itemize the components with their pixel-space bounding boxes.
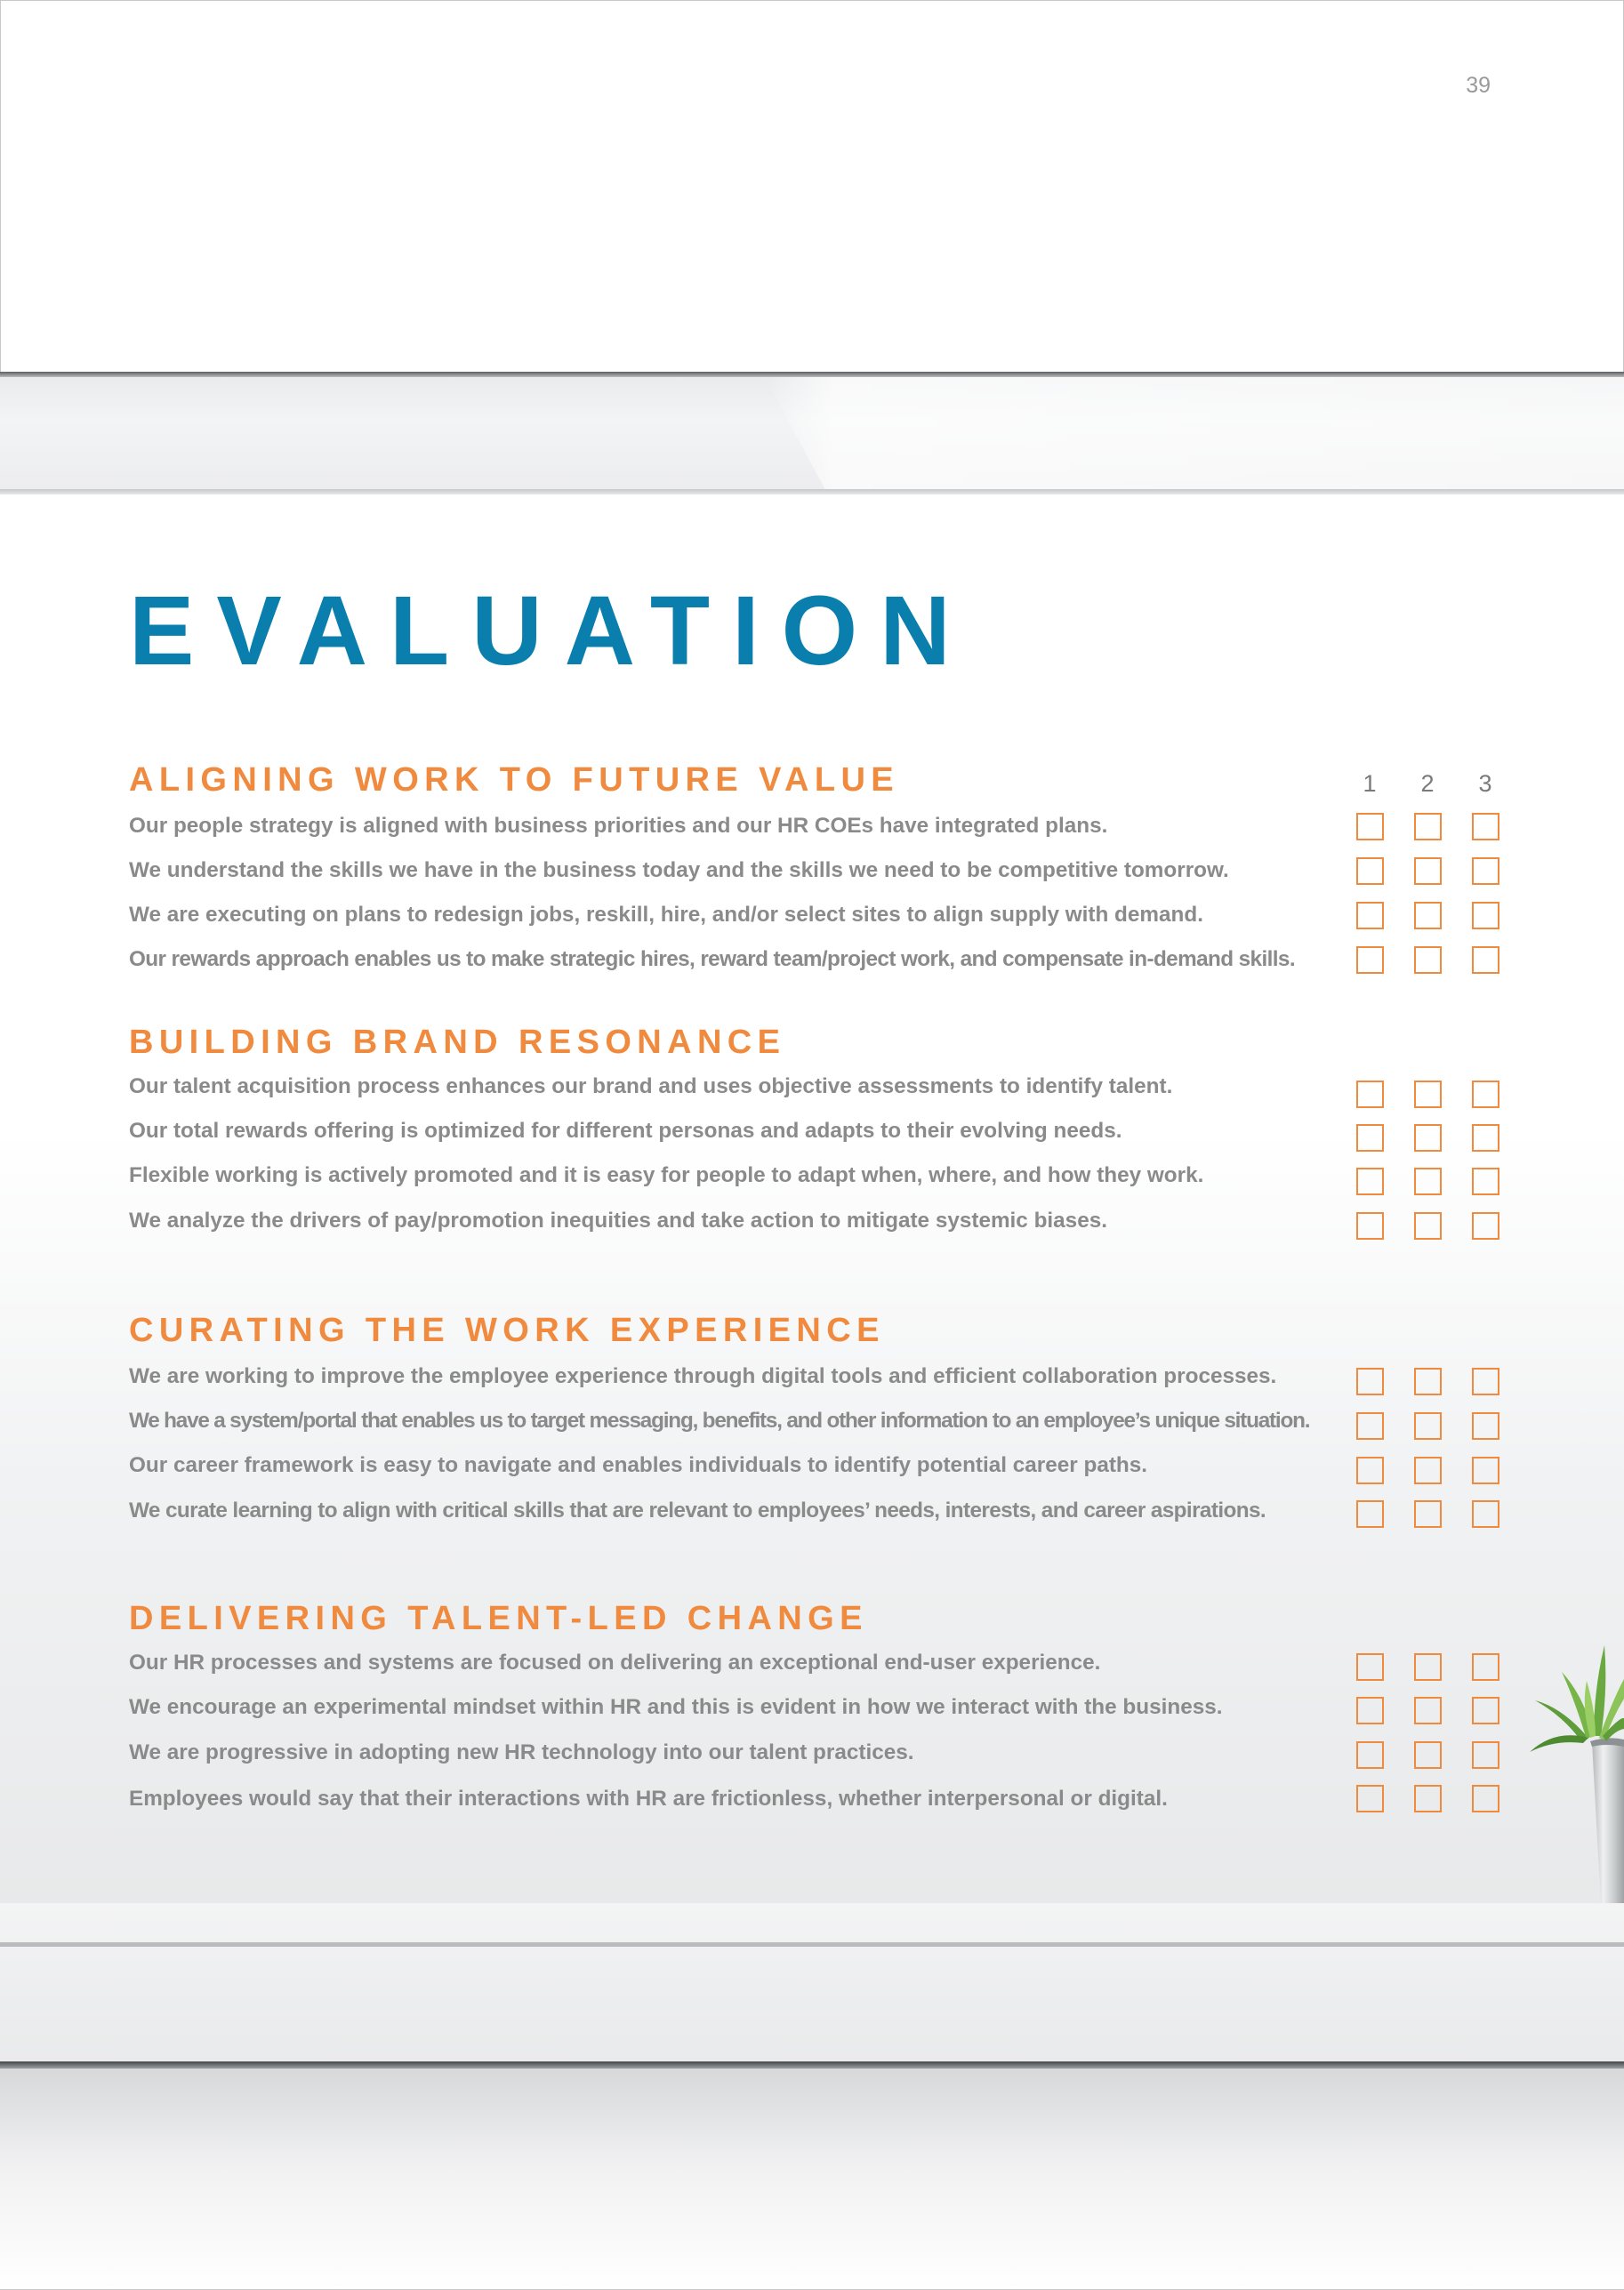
rating-checkbox-3[interactable] xyxy=(1472,902,1499,929)
scale-header-3: 3 xyxy=(1478,770,1492,797)
rating-checkbox-2[interactable] xyxy=(1414,1697,1442,1724)
rating-checkbox-1[interactable] xyxy=(1356,1697,1384,1724)
section-delivering-change xyxy=(129,1598,1499,1820)
item-statement: Our career framework is easy to navigate and enables individuals to identify potential career paths. xyxy=(129,1453,1148,1477)
rating-checkbox-3[interactable] xyxy=(1472,1168,1499,1195)
item-statement: Our talent acquisition process enhances our brand and uses objective assessments to identify talent. xyxy=(129,1074,1173,1098)
rating-checkbox-2[interactable] xyxy=(1414,813,1442,840)
item-statement: Our total rewards offering is optimized for different personas and adapts to their evolving needs. xyxy=(129,1119,1122,1143)
rating-checkbox-3[interactable] xyxy=(1472,1368,1499,1395)
rating-checkbox-2[interactable] xyxy=(1414,1168,1442,1195)
rating-checkbox-1[interactable] xyxy=(1356,1212,1384,1240)
item-statement: Employees would say that their interactions with HR are frictionless, whether interpersonal or digital. xyxy=(129,1787,1168,1811)
rating-checkbox-3[interactable] xyxy=(1472,946,1499,974)
evaluation-item xyxy=(129,1158,1499,1193)
rating-checkbox-2[interactable] xyxy=(1414,1785,1442,1812)
rating-checkbox-1[interactable] xyxy=(1356,1741,1384,1769)
scale-header-1: 1 xyxy=(1363,770,1377,797)
rating-checkbox-1[interactable] xyxy=(1356,1457,1384,1484)
rating-checkbox-1[interactable] xyxy=(1356,857,1384,885)
evaluation-item xyxy=(129,1203,1499,1239)
rating-checkbox-3[interactable] xyxy=(1472,1741,1499,1769)
rating-checkbox-1[interactable] xyxy=(1356,1124,1384,1152)
evaluation-item xyxy=(129,1781,1499,1817)
item-statement: We have a system/portal that enables us to target messaging, benefits, and other information to an employee’s unique situation. xyxy=(129,1409,1310,1433)
item-statement: Our HR processes and systems are focused on delivering an exceptional end-user experience. xyxy=(129,1651,1101,1675)
evaluation-item xyxy=(129,1403,1499,1439)
page-title: EVALUATION xyxy=(129,576,973,686)
rating-checkbox-3[interactable] xyxy=(1472,1785,1499,1812)
rating-checkbox-2[interactable] xyxy=(1414,1124,1442,1152)
evaluation-item xyxy=(129,1069,1499,1105)
item-statement: We encourage an experimental mindset within HR and this is evident in how we interact with the business. xyxy=(129,1695,1223,1719)
rating-checkbox-2[interactable] xyxy=(1414,1741,1442,1769)
rating-checkbox-1[interactable] xyxy=(1356,1653,1384,1681)
section-title: ALIGNING WORK TO FUTURE VALUE xyxy=(129,761,900,799)
rating-checkbox-1[interactable] xyxy=(1356,1368,1384,1395)
evaluation-item xyxy=(129,1645,1499,1681)
rating-checkbox-3[interactable] xyxy=(1472,1124,1499,1152)
evaluation-item xyxy=(129,1359,1499,1394)
rating-checkbox-1[interactable] xyxy=(1356,1412,1384,1440)
rating-checkbox-1[interactable] xyxy=(1356,813,1384,840)
rating-checkbox-3[interactable] xyxy=(1472,1081,1499,1108)
rating-checkbox-2[interactable] xyxy=(1414,1653,1442,1681)
section-title: CURATING THE WORK EXPERIENCE xyxy=(129,1312,885,1349)
evaluation-item xyxy=(129,1735,1499,1771)
rating-checkbox-2[interactable] xyxy=(1414,946,1442,974)
rating-checkbox-1[interactable] xyxy=(1356,1081,1384,1108)
rating-checkbox-2[interactable] xyxy=(1414,1081,1442,1108)
item-statement: We are executing on plans to redesign jobs, reskill, hire, and/or select sites to align supply with demand. xyxy=(129,903,1203,927)
rating-checkbox-2[interactable] xyxy=(1414,857,1442,885)
rating-checkbox-3[interactable] xyxy=(1472,1457,1499,1484)
rating-checkbox-3[interactable] xyxy=(1472,1412,1499,1440)
item-statement: Our people strategy is aligned with business priorities and our HR COEs have integrated plans. xyxy=(129,814,1108,838)
section-title: DELIVERING TALENT-LED CHANGE xyxy=(129,1600,868,1637)
rating-checkbox-1[interactable] xyxy=(1356,946,1384,974)
section-aligning-work xyxy=(129,759,1499,982)
scale-header-2: 2 xyxy=(1420,770,1435,797)
rating-checkbox-2[interactable] xyxy=(1414,1500,1442,1528)
rating-checkbox-3[interactable] xyxy=(1472,857,1499,885)
evaluation-item xyxy=(129,942,1499,977)
item-statement: We are progressive in adopting new HR technology into our talent practices. xyxy=(129,1740,914,1764)
evaluation-item xyxy=(129,1448,1499,1483)
section-curating-experience xyxy=(129,1310,1499,1532)
evaluation-item xyxy=(129,1493,1499,1529)
rating-checkbox-2[interactable] xyxy=(1414,1412,1442,1440)
item-statement: We curate learning to align with critical skills that are relevant to employees’ needs, interests, and career aspirations. xyxy=(129,1499,1266,1523)
rating-checkbox-3[interactable] xyxy=(1472,1212,1499,1240)
rating-checkbox-3[interactable] xyxy=(1472,813,1499,840)
rating-checkbox-1[interactable] xyxy=(1356,1500,1384,1528)
item-statement: Our rewards approach enables us to make strategic hires, reward team/project work, and compensate in-demand skills. xyxy=(129,947,1295,971)
rating-checkbox-3[interactable] xyxy=(1472,1653,1499,1681)
item-statement: We understand the skills we have in the business today and the skills we need to be competitive tomorrow. xyxy=(129,858,1229,882)
evaluation-item xyxy=(129,808,1499,844)
rating-checkbox-3[interactable] xyxy=(1472,1697,1499,1724)
evaluation-item xyxy=(129,1113,1499,1149)
rating-checkbox-3[interactable] xyxy=(1472,1500,1499,1528)
rating-checkbox-2[interactable] xyxy=(1414,1368,1442,1395)
page-number: 39 xyxy=(1466,73,1491,98)
evaluation-item xyxy=(129,1690,1499,1725)
section-title: BUILDING BRAND RESONANCE xyxy=(129,1024,786,1061)
item-statement: We analyze the drivers of pay/promotion inequities and take action to mitigate systemic biases. xyxy=(129,1209,1107,1233)
item-statement: Flexible working is actively promoted and it is easy for people to adapt when, where, and how they work. xyxy=(129,1163,1204,1187)
rating-checkbox-2[interactable] xyxy=(1414,1212,1442,1240)
evaluation-item xyxy=(129,853,1499,888)
rating-checkbox-1[interactable] xyxy=(1356,1168,1384,1195)
section-building-brand xyxy=(129,1022,1499,1244)
rating-checkbox-1[interactable] xyxy=(1356,902,1384,929)
evaluation-item xyxy=(129,897,1499,933)
rating-checkbox-2[interactable] xyxy=(1414,1457,1442,1484)
rating-checkbox-2[interactable] xyxy=(1414,902,1442,929)
item-statement: We are working to improve the employee experience through digital tools and efficient collaboration processes. xyxy=(129,1364,1277,1388)
rating-checkbox-1[interactable] xyxy=(1356,1785,1384,1812)
